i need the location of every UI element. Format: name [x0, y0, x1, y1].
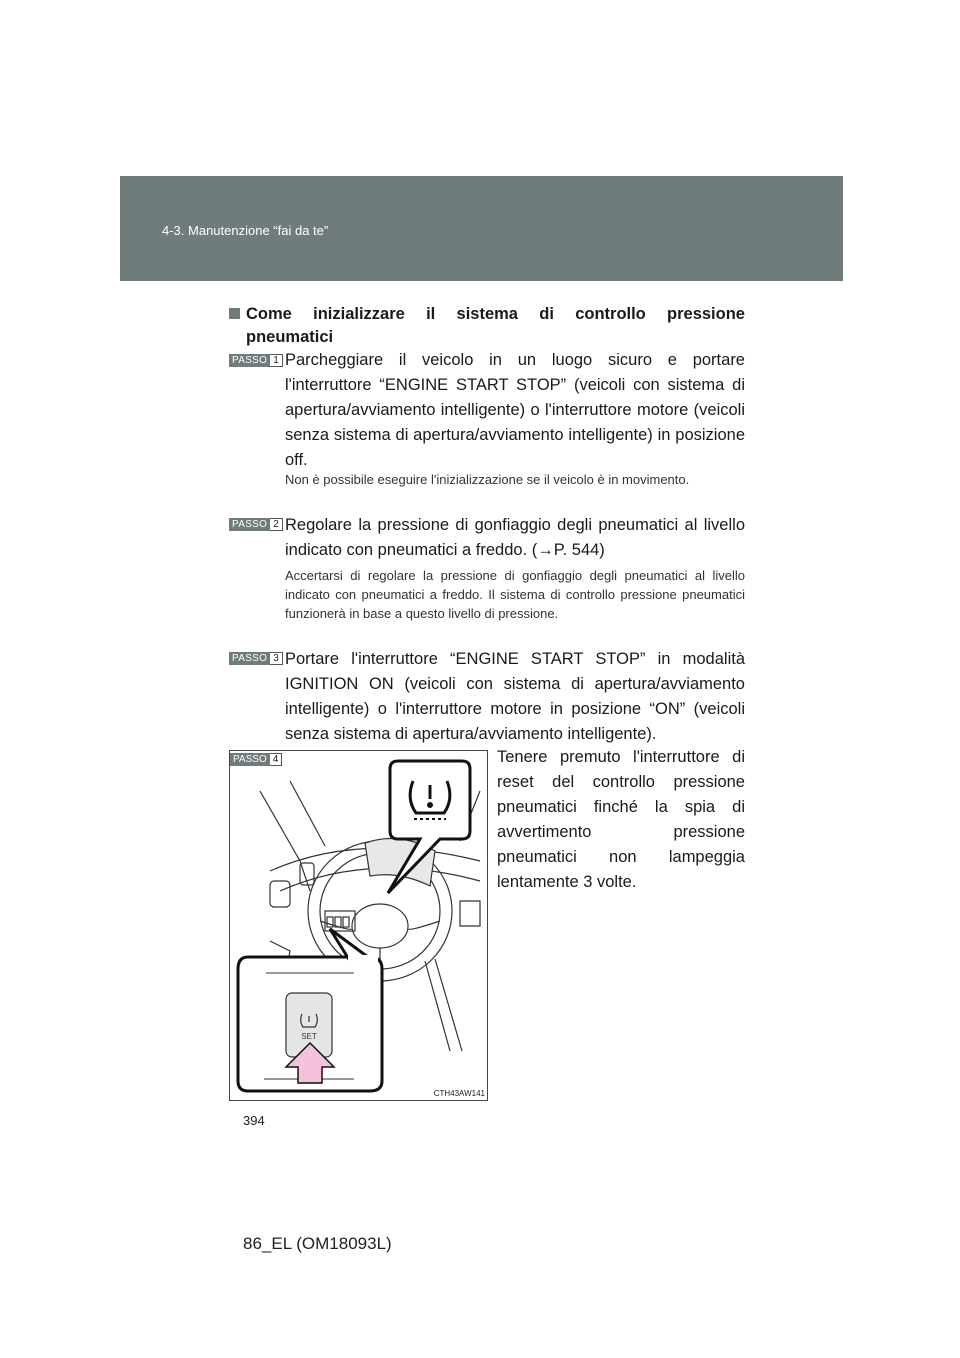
step-badge-4: PASSO 4: [230, 753, 282, 766]
chapter-title: 4-3. Manutenzione “fai da te”: [162, 223, 329, 238]
document-code: 86_EL (OM18093L): [243, 1234, 392, 1253]
dashboard-drawing: [230, 751, 487, 1100]
step-1-note: Non è possibile eseguire l'inizializzazione se il veicolo è in movimento.: [285, 472, 690, 487]
step-badge-3: PASSO 3: [229, 652, 283, 665]
step-4-text: Tenere premuto l'interruttore di reset del controllo pressione pneumatici finché la spia di avvertimento pressione pneumatici non lampeggia lentamente 3 volte.: [497, 748, 745, 891]
step-badge-2: PASSO 2: [229, 518, 283, 531]
page-number: 394: [243, 1113, 265, 1128]
dashboard-illustration: [229, 750, 488, 1101]
square-bullet-icon: [229, 308, 240, 319]
figure-code: CTH43AW141: [433, 1089, 485, 1098]
section-heading: [229, 303, 745, 349]
step-1-text: Parcheggiare il veicolo in un luogo sicuro e portare l'interruttore “ENGINE START STOP” (veicoli con sistema di apertura/avviamento intelligente) o l'interruttore motore (veicoli senza sistema di apertura/avviamento intelligente) in posizione off.: [285, 351, 745, 469]
step-3-text: Portare l'interruttore “ENGINE START STOP” in modalità IGNITION ON (veicoli con sistema di apertura/avviamento intelligente) o l'interruttore motore in posizione “ON” (veicoli senza sistema di apertura/avviamento intelligente).: [285, 650, 745, 743]
step-badge-1: PASSO 1: [229, 354, 283, 367]
set-button-label: SET: [301, 1032, 317, 1041]
chapter-header: [120, 176, 843, 281]
step-2-text: Regolare la pressione di gonfiaggio degli pneumatici al livello indicato con pneumatici a freddo. (→P. 544): [285, 516, 745, 559]
step-2-note: Accertarsi di regolare la pressione di gonfiaggio degli pneumatici al livello indicato con pneumatici a freddo. Il sistema di controllo pressione pneumatici funzionerà in base a questo livello di pressione.: [285, 568, 745, 621]
section-heading-line-1: Come inizializzare il sistema di controllo pressione: [229, 303, 745, 326]
section-heading-line-2: pneumatici: [246, 328, 334, 346]
